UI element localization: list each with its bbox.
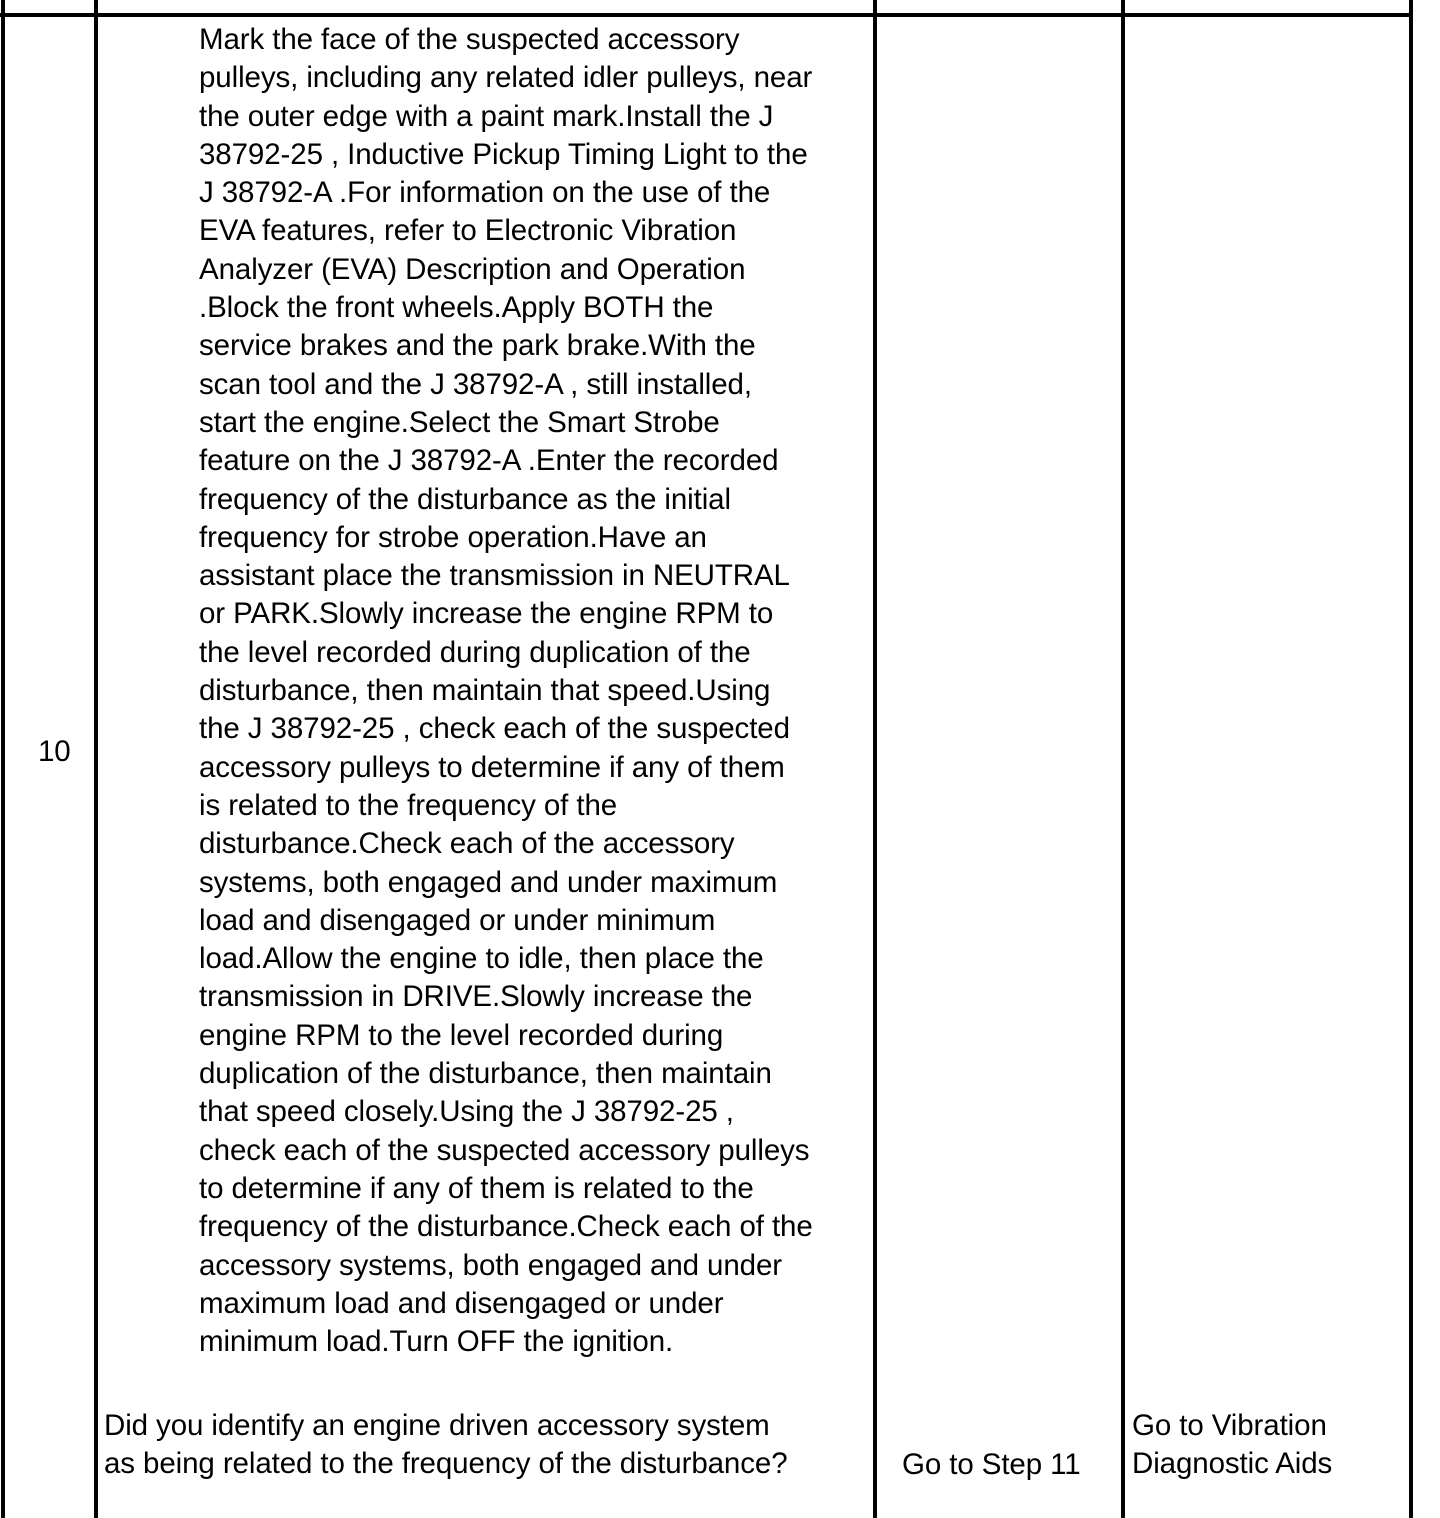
column-border-yes	[1121, 0, 1125, 1518]
column-border-action	[873, 0, 877, 1518]
yes-action-link[interactable]: Go to Step 11	[902, 1448, 1081, 1481]
table-top-rule	[0, 13, 1413, 17]
question-text: Did you identify an engine driven accessory system as being related to the frequency of the disturbance?	[104, 1409, 788, 1481]
column-border-right	[1409, 0, 1413, 1518]
no-action-link[interactable]: Go to Vibration Diagnostic Aids	[1132, 1409, 1333, 1481]
column-border-left	[1, 0, 5, 1518]
column-border-step	[94, 0, 98, 1518]
procedure-text: Mark the face of the suspected accessory pulleys, including any related idler pulleys, near the outer edge with a paint mark.Install the J 38792-25 , Inductive Pickup Timing Light to the J 38792-A .For information on the use of the EVA features, refer to Electronic Vibration Analyzer (EVA) Description and Operation .Block the front wheels.Apply BOTH the service brakes and the park brake.With the scan tool and the J 38792-A , still installed, start the engine.Select the Smart Strobe feature on the J 38792-A .Enter the recorded frequency of the disturbance as the initial frequency for strobe operation.Have an assistant place the transmission in NEUTRAL or PARK.Slowly increase the engine RPM to the level recorded during duplication of the disturbance, then maintain that speed.Using the J 38792-25 , check each of the suspected accessory pulleys to determine if any of them is related to the frequency of the disturbance.Check each of the accessory systems, both engaged and under maximum load and disengaged or under minimum load.Allow the engine to idle, then place the transmission in DRIVE.Slowly increase the engine RPM to the level recorded during duplication of the disturbance, then maintain that speed closely.Using the J 38792-25 , check each of the suspected accessory pulleys to determine if any of them is related to the frequency of the disturbance.Check each of the accessory systems, both engaged and under maximum load and disengaged or under minimum load.Turn OFF the ignition.	[199, 23, 813, 1359]
step-number: 10	[38, 735, 71, 768]
